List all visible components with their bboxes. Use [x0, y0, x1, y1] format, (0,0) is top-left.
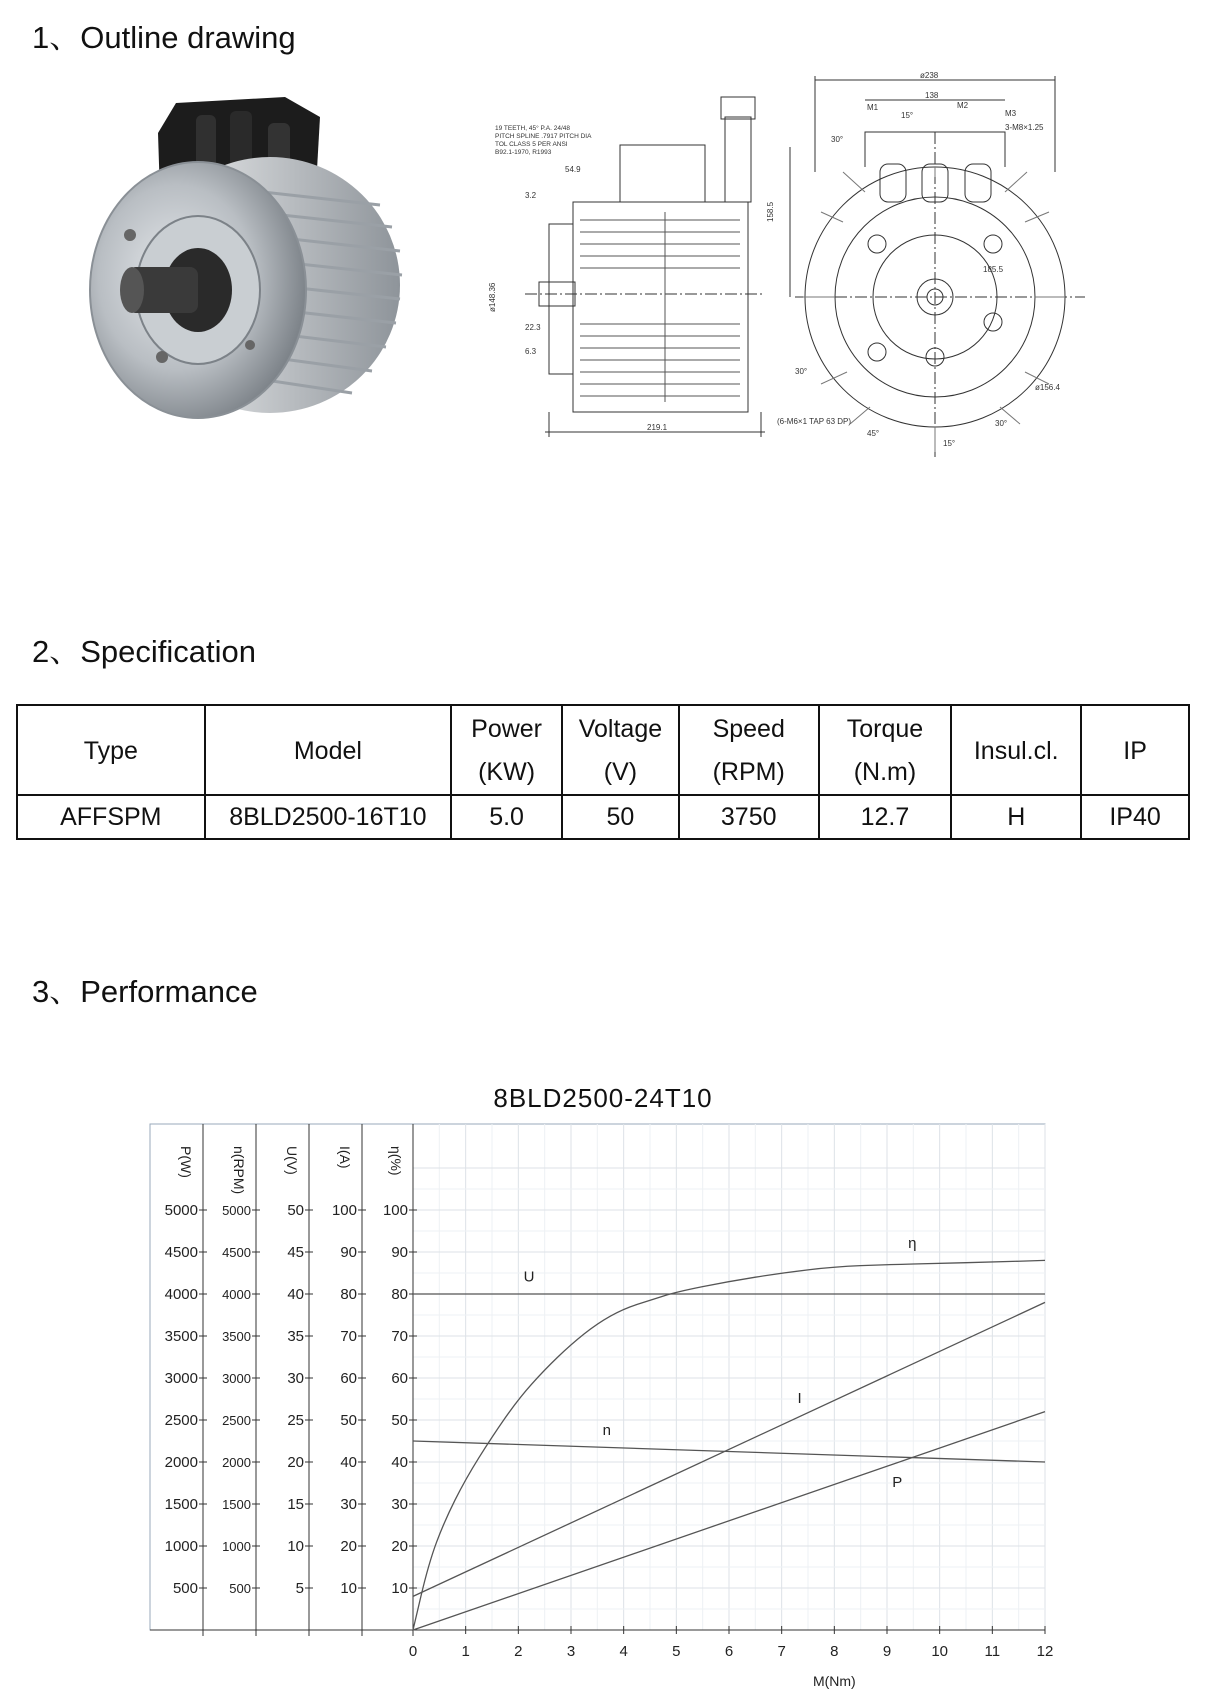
y-tick-label: 1000: [222, 1539, 251, 1554]
dim-tap: (6-M6×1 TAP 63 DP): [777, 417, 852, 426]
y-tick-label: 50: [391, 1412, 408, 1429]
y-tick-label: 3500: [222, 1329, 251, 1344]
spec-header-voltage: Voltage (V): [562, 705, 679, 795]
dim-phi156: ø156.4: [1035, 383, 1060, 392]
dim-54: 54.9: [565, 165, 581, 174]
y-tick-label: 40: [340, 1454, 357, 1471]
y-tick-label: 40: [287, 1286, 304, 1303]
spec-cell-insul: H: [951, 795, 1081, 839]
y-tick-label: 3000: [222, 1371, 251, 1386]
spec-header-ip: IP: [1081, 705, 1189, 795]
dim-phi238: ø238: [920, 71, 939, 80]
x-tick-label: 4: [619, 1643, 628, 1660]
y-tick-label: 5000: [164, 1202, 198, 1219]
x-tick-label: 10: [931, 1643, 949, 1660]
y-tick-label: 1500: [164, 1496, 198, 1513]
y-tick-label: 60: [340, 1370, 357, 1387]
spec-header-speed: Speed (RPM): [679, 705, 819, 795]
y-tick-label: 500: [229, 1581, 251, 1596]
y-tick-label: 4000: [164, 1286, 198, 1303]
spec-table: [16, 704, 1190, 840]
y-tick-label: 4500: [164, 1244, 198, 1261]
y-tick-label: 10: [340, 1580, 357, 1597]
x-tick-label: 12: [1036, 1643, 1054, 1660]
dim-6-3: 6.3: [525, 347, 537, 356]
y-tick-label: 30: [340, 1496, 357, 1513]
x-tick-label: 3: [566, 1643, 576, 1660]
y-tick-label: 100: [382, 1202, 408, 1219]
y-tick-label: 80: [340, 1286, 357, 1303]
spec-cell-ip: IP40: [1081, 795, 1189, 839]
dim-30c: 30°: [995, 419, 1008, 428]
series-label-P: P: [892, 1474, 903, 1492]
x-tick-label: 0: [408, 1643, 418, 1660]
dim-185: 185.5: [983, 265, 1004, 274]
spline-note-3: TOL CLASS 5 PER ANSI: [495, 141, 568, 148]
y-tick-label: 50: [287, 1202, 304, 1219]
dim-45: 45°: [867, 429, 880, 438]
dim-22-3: 22.3: [525, 323, 541, 332]
y-axis-label: P(W): [178, 1146, 194, 1178]
y-tick-label: 5: [295, 1580, 304, 1597]
dim-30: 30°: [831, 135, 844, 144]
series-label-n: n: [602, 1422, 611, 1440]
y-axis-label: I(A): [337, 1146, 353, 1169]
spec-header-torque: Torque (N.m): [819, 705, 952, 795]
y-tick-label: 25: [287, 1412, 304, 1429]
x-tick-label: 1: [461, 1643, 470, 1660]
y-tick-label: 3500: [164, 1328, 198, 1345]
spec-cell-power: 5.0: [451, 795, 562, 839]
y-tick-label: 20: [287, 1454, 304, 1471]
series-label-I: I: [797, 1390, 802, 1408]
x-tick-label: 7: [777, 1643, 786, 1660]
spec-cell-model: 8BLD2500-16T10: [205, 795, 452, 839]
x-tick-label: 5: [672, 1643, 681, 1660]
y-tick-label: 100: [331, 1202, 357, 1219]
series-label-η: η: [908, 1234, 917, 1252]
x-tick-label: 9: [882, 1643, 892, 1660]
y-tick-label: 50: [340, 1412, 357, 1429]
x-tick-label: 11: [984, 1643, 1001, 1660]
y-tick-label: 20: [391, 1538, 408, 1555]
spec-header-insul: Insul.cl.: [951, 705, 1081, 795]
dim-30b: 30°: [795, 367, 808, 376]
dim-15b: 15°: [943, 439, 956, 448]
y-tick-label: 1500: [222, 1497, 251, 1512]
motor-photo: [80, 95, 410, 440]
spec-cell-voltage: 50: [562, 795, 679, 839]
spec-header-type: Type: [17, 705, 205, 795]
dim-m8: 3-M8×1.25: [1005, 123, 1044, 132]
y-tick-label: 35: [287, 1328, 304, 1345]
spec-header-row: [17, 705, 1189, 795]
y-tick-label: 2500: [222, 1413, 251, 1428]
outline-drawing: [488, 71, 1135, 482]
y-tick-label: 3000: [164, 1370, 198, 1387]
dim-m1: M1: [867, 103, 879, 112]
y-tick-label: 4500: [222, 1245, 251, 1260]
dim-15: 15°: [901, 111, 914, 120]
spec-header-model: Model: [205, 705, 452, 795]
spec-cell-speed: 3750: [679, 795, 819, 839]
y-tick-label: 2000: [222, 1455, 251, 1470]
y-tick-label: 40: [391, 1454, 408, 1471]
spec-header-power: Power (KW): [451, 705, 562, 795]
y-tick-label: 2000: [164, 1454, 198, 1471]
y-tick-label: 4000: [222, 1287, 251, 1302]
dim-138: 138: [925, 91, 939, 100]
y-tick-label: 15: [287, 1496, 304, 1513]
y-tick-label: 70: [340, 1328, 357, 1345]
x-tick-label: 6: [724, 1643, 734, 1660]
y-tick-label: 30: [391, 1496, 408, 1513]
chart-title: 8BLD2500-24T10: [493, 1083, 713, 1113]
spec-data-row: [17, 795, 1189, 839]
x-tick-label: 8: [830, 1643, 839, 1660]
dim-158: 158.5: [766, 201, 775, 222]
y-tick-label: 5000: [222, 1203, 251, 1218]
section-title-spec: 2、Specification: [32, 634, 257, 669]
y-tick-label: 1000: [164, 1538, 198, 1555]
spline-note-1: 19 TEETH, 45° P.A. 24/48: [495, 125, 570, 132]
y-tick-label: 90: [391, 1244, 408, 1261]
spec-cell-type: AFFSPM: [17, 795, 205, 839]
y-tick-label: 30: [287, 1370, 304, 1387]
dim-phi148: ø148.36: [488, 282, 497, 312]
x-tick-label: 2: [514, 1643, 523, 1660]
y-tick-label: 45: [287, 1244, 304, 1261]
dim-m3: M3: [1005, 109, 1017, 118]
series-label-U: U: [523, 1268, 535, 1286]
performance-chart: [0, 1120, 1206, 1692]
y-axis-label: η(%): [388, 1146, 404, 1176]
section-title-outline: 1、Outline drawing: [32, 20, 296, 55]
y-axis-label: U(V): [284, 1146, 300, 1175]
y-tick-label: 10: [287, 1538, 304, 1555]
dim-3-2: 3.2: [525, 191, 537, 200]
dim-m2: M2: [957, 101, 969, 110]
y-tick-label: 70: [391, 1328, 408, 1345]
spec-cell-torque: 12.7: [819, 795, 952, 839]
y-tick-label: 500: [172, 1580, 198, 1597]
y-tick-label: 10: [391, 1580, 408, 1597]
y-tick-label: 80: [391, 1286, 408, 1303]
y-tick-label: 20: [340, 1538, 357, 1555]
x-axis-label: M(Nm): [812, 1673, 856, 1689]
y-tick-label: 90: [340, 1244, 357, 1261]
y-axis-label: n(RPM): [231, 1146, 247, 1195]
spline-note-2: PITCH SPLINE .7917 PITCH DIA: [495, 133, 592, 140]
y-tick-label: 60: [391, 1370, 408, 1387]
section-title-performance: 3、Performance: [32, 974, 258, 1009]
spline-note-4: B92.1-1970, R1993: [495, 149, 552, 156]
dim-219: 219.1: [647, 423, 668, 432]
y-tick-label: 2500: [164, 1412, 198, 1429]
